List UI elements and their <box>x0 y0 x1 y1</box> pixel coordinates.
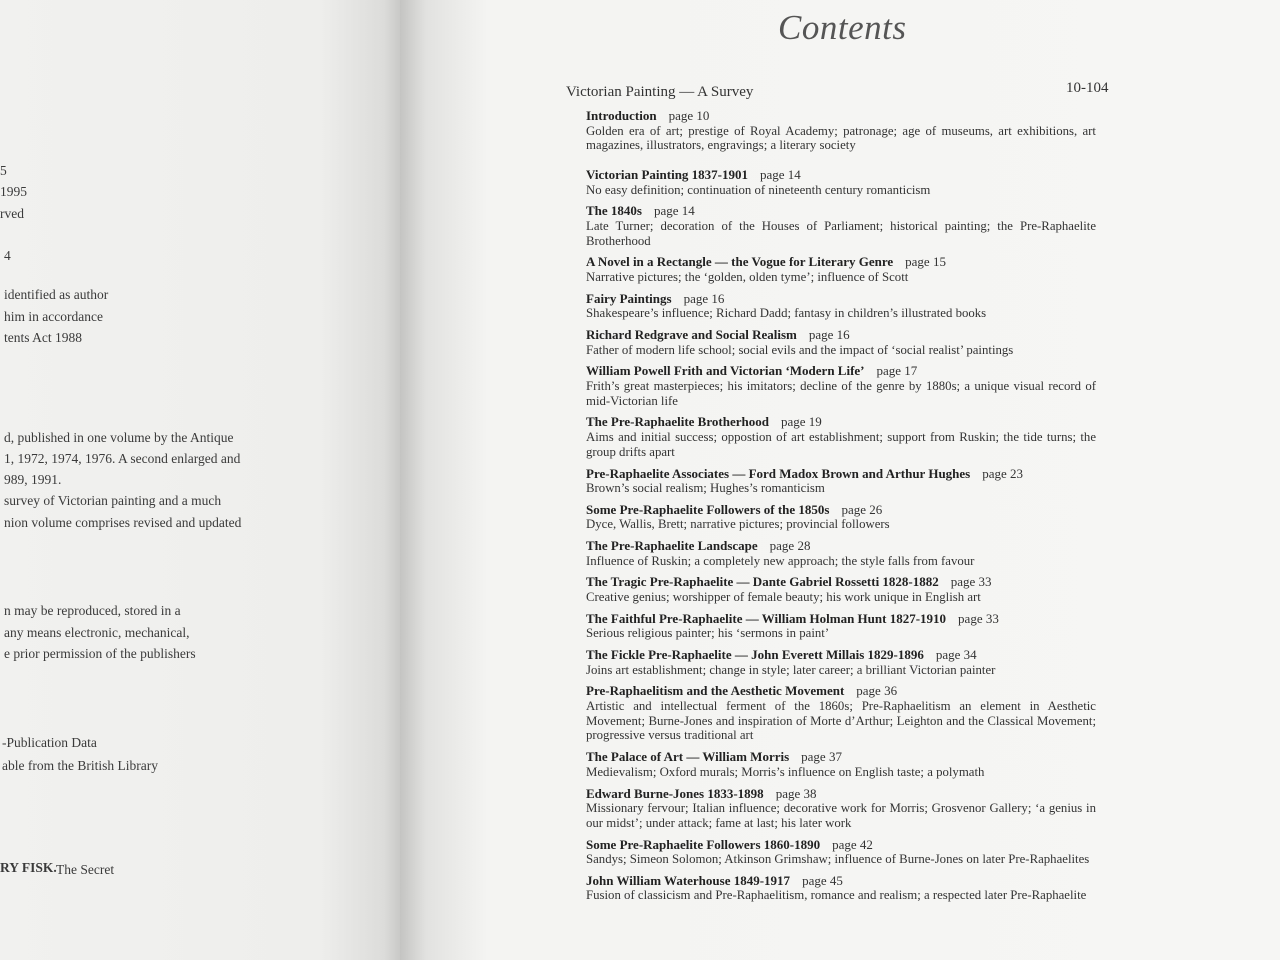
toc-entry-description: Narrative pictures; the ‘golden, olden tyme’; influence of Scott <box>586 269 909 284</box>
toc-entry-page: page 17 <box>876 363 918 379</box>
left-line: nion volume comprises revised and updated <box>4 515 242 530</box>
left-line: d, published in one volume by the Antique <box>4 430 234 445</box>
toc-entry <box>586 683 1096 743</box>
toc-entry-page: page 33 <box>958 610 999 626</box>
toc-entry-description: Artistic and intellectual ferment of the 1860s; Pre-Raphaelitism an element in Aesthetic Movement; Burne-Jones and inspiration of Morte d’Arthur; Leighton and the Classical Movement; progressive versus traditional art <box>586 698 1096 743</box>
toc-entry <box>586 647 1096 677</box>
toc-entry <box>586 108 1096 153</box>
toc-entry-description: No easy definition; continuation of nineteenth century romanticism <box>586 182 931 197</box>
toc-entry <box>586 574 1096 604</box>
left-line: him in accordance <box>4 309 103 324</box>
toc-entry-heading <box>586 203 1096 219</box>
toc-entry-title: The Tragic Pre-Raphaelite — Dante Gabriel Rossetti 1828-1882 <box>586 574 939 590</box>
toc-entry-title: The Faithful Pre-Raphaelite — William Holman Hunt 1827-1910 <box>586 610 947 626</box>
toc-entry-heading <box>586 502 1096 518</box>
toc-entry-title: Introduction <box>586 108 657 123</box>
left-line: tents Act 1988 <box>4 330 82 345</box>
toc-entry-description: Influence of Ruskin; a completely new approach; the style falls from favour <box>586 553 975 568</box>
toc-entry-description: Father of modern life school; social evils and the impact of ‘social realist’ paintings <box>586 342 1014 357</box>
left-line: identified as author <box>4 287 109 302</box>
toc-entry-heading <box>586 611 1096 627</box>
toc-entry-heading <box>586 538 1096 554</box>
toc-entry-title: The Pre-Raphaelite Brotherhood <box>586 414 769 430</box>
toc-entry-description: Medievalism; Oxford murals; Morris’s influence on English taste; a polymath <box>586 764 985 779</box>
toc-entry <box>586 363 1096 408</box>
toc-entry <box>586 327 1096 357</box>
toc-entry-heading <box>586 254 1096 270</box>
toc-entry-heading <box>586 167 1096 183</box>
toc-entry <box>586 749 1096 779</box>
toc-entry-page: page 16 <box>808 327 850 343</box>
section-page-range: 10-104 <box>1066 80 1109 96</box>
toc-entry-heading <box>586 291 1096 307</box>
left-line: 5 <box>0 163 7 178</box>
toc-entry-heading <box>586 466 1096 482</box>
left-line: The Secret <box>56 862 115 877</box>
toc-list <box>586 108 1096 909</box>
toc-entry-title: Fairy Paintings <box>586 290 672 306</box>
toc-entry-title: John William Waterhouse 1849-1917 <box>586 872 791 888</box>
left-line: any means electronic, mechanical, <box>4 625 190 640</box>
left-line-author: RY FISK. <box>0 860 57 875</box>
toc-entry-heading <box>586 363 1096 379</box>
toc-entry-page: page 28 <box>769 538 811 554</box>
toc-entry-description: Creative genius; worshipper of female beauty; his work unique in English art <box>586 589 981 604</box>
toc-entry-heading <box>586 327 1096 343</box>
toc-entry-heading <box>586 574 1096 590</box>
toc-entry-page: page 45 <box>802 872 843 888</box>
toc-entry-title: Victorian Painting 1837-1901 <box>586 167 749 183</box>
toc-entry-title: Pre-Raphaelite Associates — Ford Madox Brown and Arthur Hughes <box>586 465 971 481</box>
toc-entry-page: page 33 <box>950 574 992 590</box>
toc-entry-description: Shakespeare’s influence; Richard Dadd; fantasy in children’s illustrated books <box>586 306 987 321</box>
toc-entry-page: page 14 <box>760 167 801 183</box>
toc-entry-title: The Pre-Raphaelite Landscape <box>586 538 758 554</box>
toc-entry-description: Aims and initial success; oppostion of art establishment; support from Ruskin; the tide turns; the group drifts apart <box>586 429 1096 459</box>
toc-entry <box>586 414 1096 459</box>
toc-entry-heading <box>586 786 1096 802</box>
toc-entry-description: Missionary fervour; Italian influence; decorative work for Morris; Grosvenor Gallery; ‘a genius in our midst’; under attack; fame at last; his later work <box>586 801 1096 830</box>
toc-entry-heading <box>586 647 1096 663</box>
toc-entry <box>586 466 1096 496</box>
toc-entry-heading <box>586 837 1096 853</box>
left-line: -Publication Data <box>2 735 97 750</box>
toc-entry-description: Serious religious painter; his ‘sermons in paint’ <box>586 626 830 641</box>
toc-entry-heading <box>586 108 1096 124</box>
toc-entry <box>586 837 1096 867</box>
left-line: able from the British Library <box>2 758 158 773</box>
toc-entry-description: Brown’s social realism; Hughes’s romanticism <box>586 481 825 496</box>
toc-entry-heading <box>586 414 1096 430</box>
toc-entry <box>586 167 1096 197</box>
toc-entry-page: page 34 <box>935 647 977 663</box>
toc-entry <box>586 291 1096 321</box>
left-page <box>0 0 400 960</box>
left-line: survey of Victorian painting and a much <box>4 493 222 508</box>
section-title: Victorian Painting — A Survey <box>566 84 754 100</box>
toc-entry-description: Late Turner; decoration of the Houses of Parliament; historical painting; the Pre-Raphaelite Brotherhood <box>586 218 1096 248</box>
toc-entry-page: page 37 <box>801 749 842 765</box>
toc-entry-title: Edward Burne-Jones 1833-1898 <box>586 785 764 801</box>
toc-entry-description: Fusion of classicism and Pre-Raphaelitism, romance and realism; a respected later Pre-Raphaelite <box>586 888 1087 903</box>
toc-entry <box>586 786 1096 831</box>
toc-entry-page: page 16 <box>683 290 725 306</box>
toc-entry <box>586 538 1096 568</box>
toc-entry <box>586 254 1096 284</box>
toc-entry-page: page 42 <box>832 836 873 852</box>
toc-entry-title: William Powell Frith and Victorian ‘Modern Life’ <box>586 363 865 379</box>
toc-entry-page: page 15 <box>905 254 946 270</box>
toc-entry-page: page 26 <box>841 501 883 517</box>
toc-entry-page: page 19 <box>780 414 822 430</box>
left-line: 1, 1972, 1974, 1976. A second enlarged and <box>4 451 241 466</box>
toc-entry-title: The Fickle Pre-Raphaelite — John Everett Millais 1829-1896 <box>586 647 924 663</box>
toc-entry-page: page 36 <box>856 683 898 699</box>
toc-entry <box>586 873 1096 903</box>
toc-entry-heading <box>586 749 1096 765</box>
toc-entry-title: Some Pre-Raphaelite Followers 1860-1890 <box>586 836 821 852</box>
toc-entry-heading <box>586 873 1096 889</box>
toc-entry-page: page 23 <box>982 465 1024 481</box>
toc-entry <box>586 502 1096 532</box>
toc-entry-description: Frith’s great masterpieces; his imitators; decline of the genre by 1880s; a unique visual record of mid-Victorian life <box>586 378 1096 408</box>
left-line: rved <box>0 206 24 221</box>
toc-entry-page: page 14 <box>653 203 695 219</box>
toc-entry-description: Dyce, Wallis, Brett; narrative pictures; provincial followers <box>586 517 890 532</box>
left-line: e prior permission of the publishers <box>4 646 196 661</box>
contents-title: Contents <box>778 8 907 47</box>
toc-entry <box>586 611 1096 641</box>
toc-entry-page: page 38 <box>775 785 817 801</box>
toc-entry-heading <box>586 683 1096 699</box>
toc-entry-description: Golden era of art; prestige of Royal Academy; patronage; age of museums, art exhibitions, art magazines, illustrators, engravings; a literary society <box>586 123 1096 153</box>
toc-entry-description: Joins art establishment; change in style; later career; a brilliant Victorian painter <box>586 662 996 677</box>
toc-entry-page: page 10 <box>668 108 710 123</box>
toc-entry-title: The 1840s <box>586 203 642 219</box>
left-line: n may be reproduced, stored in a <box>4 603 181 618</box>
left-line: 989, 1991. <box>4 472 62 487</box>
toc-entry-description: Sandys; Simeon Solomon; Atkinson Grimshaw; influence of Burne-Jones on later Pre-Raphaelites <box>586 852 1090 867</box>
toc-entry-title: Some Pre-Raphaelite Followers of the 1850s <box>586 501 830 517</box>
left-line: 1995 <box>0 184 27 199</box>
toc-entry-title: The Palace of Art — William Morris <box>586 749 790 765</box>
left-line: 4 <box>4 248 11 263</box>
toc-entry-title: Richard Redgrave and Social Realism <box>586 327 797 343</box>
toc-entry-title: A Novel in a Rectangle — the Vogue for Literary Genre <box>586 254 894 270</box>
toc-entry-title: Pre-Raphaelitism and the Aesthetic Movement <box>586 683 845 699</box>
toc-entry <box>586 203 1096 248</box>
